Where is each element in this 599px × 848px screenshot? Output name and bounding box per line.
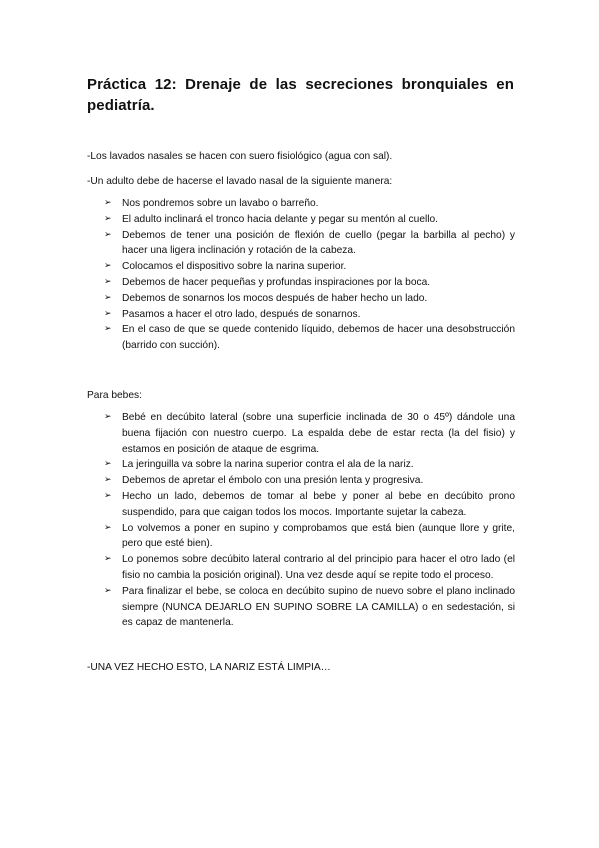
arrow-bullet-icon: ➢ bbox=[104, 229, 112, 240]
adult-steps-list bbox=[87, 196, 515, 354]
arrow-bullet-icon: ➢ bbox=[104, 292, 112, 303]
arrow-bullet-icon: ➢ bbox=[104, 475, 112, 486]
list-item: ➢ Pasamos a hacer el otro lado, después de sonarnos. bbox=[87, 307, 515, 323]
arrow-bullet-icon: ➢ bbox=[104, 522, 112, 533]
list-item: ➢ Debemos de sonarnos los mocos después de haber hecho un lado. bbox=[87, 291, 515, 307]
list-item: ➢ La jeringuilla va sobre la narina superior contra el ala de la nariz. bbox=[87, 457, 515, 473]
arrow-bullet-icon: ➢ bbox=[104, 261, 112, 272]
arrow-bullet-icon: ➢ bbox=[104, 490, 112, 501]
arrow-bullet-icon: ➢ bbox=[104, 276, 112, 287]
list-item: ➢ Debemos de apretar el émbolo con una presión lenta y progresiva. bbox=[87, 473, 515, 489]
intro-paragraph-1: -Los lavados nasales se hacen con suero fisiológico (agua con sal). bbox=[87, 151, 393, 162]
list-item: ➢ Debemos de hacer pequeñas y profundas inspiraciones por la boca. bbox=[87, 275, 515, 291]
baby-steps-list bbox=[87, 410, 515, 631]
closing-line: -UNA VEZ HECHO ESTO, LA NARIZ ESTÁ LIMPIA… bbox=[87, 662, 331, 673]
arrow-bullet-icon: ➢ bbox=[104, 213, 112, 224]
intro-paragraph-2: -Un adulto debe de hacerse el lavado nasal de la siguiente manera: bbox=[87, 176, 393, 187]
list-item: ➢ Lo volvemos a poner en supino y comprobamos que está bien (aunque llore y grite, pero que esté bien). bbox=[104, 522, 515, 550]
list-item: ➢ Colocamos el dispositivo sobre la narina superior. bbox=[87, 259, 515, 275]
list-item: ➢ Hecho un lado, debemos de tomar al bebe y poner al bebe en decúbito prono suspendido, para que caigan todos los mocos. Importante sujetar la cabeza. bbox=[104, 490, 515, 518]
arrow-bullet-icon: ➢ bbox=[104, 198, 112, 208]
list-item: ➢ En el caso de que se quede contenido líquido, debemos de hacer una desobstrucción (barrido con succión). bbox=[104, 324, 515, 352]
list-item: ➢ El adulto inclinará el tronco hacia delante y pegar su mentón al cuello. bbox=[87, 212, 515, 228]
arrow-bullet-icon: ➢ bbox=[104, 459, 112, 470]
arrow-bullet-icon: ➢ bbox=[104, 585, 112, 596]
list-item: ➢ Debemos de tener una posición de flexión de cuello (pegar la barbilla al pecho) y hacer una ligera inclinación y rotación de la cabeza. bbox=[104, 229, 515, 257]
list-item: ➢ Nos pondremos sobre un lavabo o barreño. bbox=[87, 196, 515, 212]
document-title: Práctica 12: Drenaje de las secreciones bronquiales en pediatría. bbox=[87, 76, 514, 114]
list-item: ➢ Bebé en decúbito lateral (sobre una superficie inclinada de 30 o 45º) dándole una buena fijación con nuestro cuerpo. La espalda debe de estar recta (la del fisio) y estamos en posición de ataque de esgrima. bbox=[104, 412, 515, 455]
arrow-bullet-icon: ➢ bbox=[104, 324, 112, 335]
arrow-bullet-icon: ➢ bbox=[104, 412, 112, 422]
babies-heading: Para bebes: bbox=[87, 390, 142, 401]
arrow-bullet-icon: ➢ bbox=[104, 554, 112, 565]
list-item: ➢ Para finalizar el bebe, se coloca en decúbito supino de nuevo sobre el plano inclinado siempre (NUNCA DEJARLO EN SUPINO SOBRE LA CAMILLA) o en sedestación, si es capaz de mantenerla. bbox=[104, 585, 515, 629]
list-item: ➢ Lo ponemos sobre decúbito lateral contrario al del principio para hacer el otro lado (el fisio no cambia la posición original). Una vez desde aquí se repite todo el proceso. bbox=[104, 554, 515, 581]
arrow-bullet-icon: ➢ bbox=[104, 308, 112, 319]
